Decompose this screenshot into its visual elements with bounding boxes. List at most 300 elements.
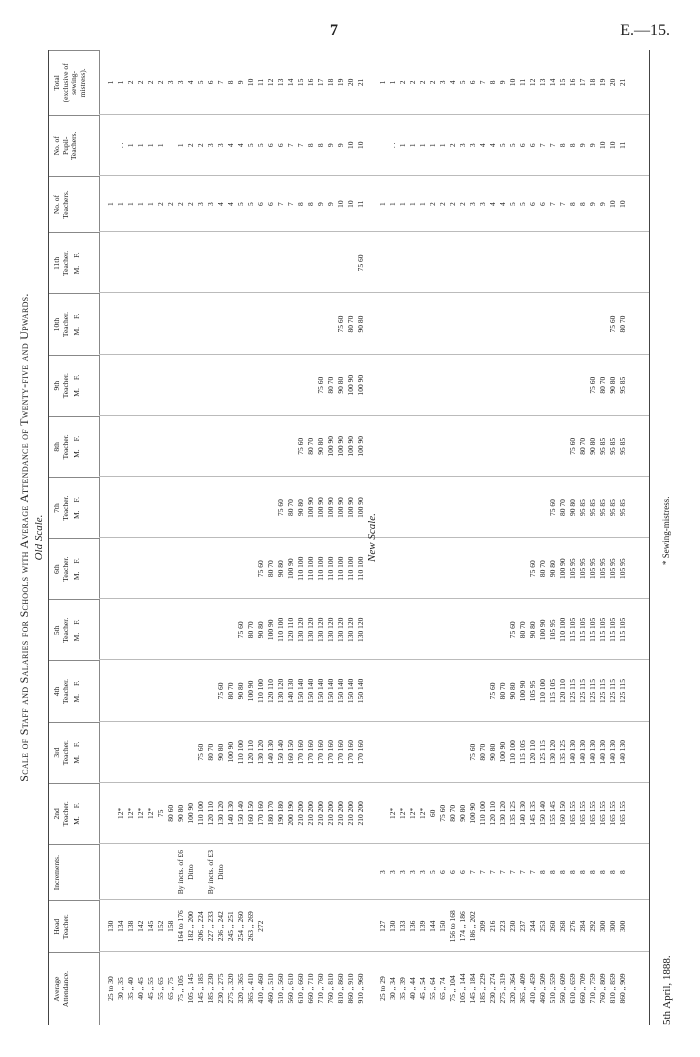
table-cell: 110 100 <box>356 556 365 581</box>
table-cell: 134 <box>116 920 125 932</box>
table-cell: 75 60 <box>438 804 447 822</box>
table-cell <box>429 660 439 721</box>
table-cell: 95 85 <box>598 499 607 516</box>
date-line: 5th April, 1888. <box>661 955 673 1025</box>
table-cell: 2 <box>458 202 467 206</box>
female-label: F. <box>72 374 82 381</box>
table-cell <box>469 660 479 721</box>
table-cell: 1 <box>398 143 407 148</box>
table-cell: 12* <box>398 807 407 819</box>
table-cell: 130 120 <box>548 739 557 765</box>
table-cell: 95 85 <box>598 437 607 455</box>
table-row <box>337 50 347 1025</box>
table-cell <box>137 355 147 416</box>
sex-subheader <box>73 497 81 519</box>
table-cell <box>419 232 429 293</box>
table-cell: 12* <box>126 807 135 819</box>
table-cell: 7 <box>558 202 567 206</box>
table-cell: 19 <box>336 78 345 87</box>
table-cell <box>287 900 297 952</box>
sex-subheader <box>73 558 81 580</box>
table-cell <box>187 538 197 599</box>
table-cell: 150 140 <box>538 801 547 826</box>
table-cell <box>529 355 539 416</box>
table-cell <box>137 722 147 783</box>
table-cell <box>117 599 127 660</box>
table-cell: 100 90 <box>498 741 507 763</box>
table-cell <box>459 599 469 660</box>
table-cell <box>147 355 157 416</box>
female-label: F. <box>72 558 82 564</box>
table-cell: 90 80 <box>236 682 245 700</box>
table-cell <box>247 293 257 354</box>
table-cell <box>287 844 297 900</box>
table-cell <box>207 538 217 599</box>
table-cell: 158 <box>166 920 175 932</box>
table-cell <box>419 599 429 660</box>
table-cell: 35 ,, 39 <box>398 977 407 1000</box>
table-cell: 100 90 <box>356 497 365 518</box>
table-cell <box>107 599 117 660</box>
table-cell: 8 <box>608 870 617 874</box>
column-header-6 <box>49 660 99 721</box>
table-cell: 110 100 <box>538 678 547 704</box>
table-cell: 20 <box>346 78 355 87</box>
table-cell <box>439 355 449 416</box>
table-cell: 140 130 <box>286 678 295 704</box>
table-cell: 80 70 <box>266 560 275 578</box>
table-cell <box>137 232 147 293</box>
table-cell: 7 <box>216 80 225 85</box>
table-cell: 5 <box>458 80 467 85</box>
table-cell: 5 <box>196 80 205 85</box>
table-cell: 105 95 <box>618 558 627 579</box>
table-cell: 80 70 <box>448 804 457 822</box>
table-cell: 3 <box>388 870 397 874</box>
table-cell: 110 100 <box>478 801 487 826</box>
table-cell: 276 <box>568 920 577 932</box>
table-cell <box>499 416 509 477</box>
table-cell: 100 90 <box>468 803 477 824</box>
table-cell: 130 120 <box>296 617 305 643</box>
table-cell: 160 150 <box>558 801 567 826</box>
table-cell <box>459 660 469 721</box>
table-cell <box>207 355 217 416</box>
male-label: M. <box>72 816 82 825</box>
table-cell <box>509 416 519 477</box>
table-cell: 110 100 <box>296 556 305 581</box>
table-cell: 125 115 <box>598 678 607 704</box>
table-cell <box>307 844 317 900</box>
table-cell: 560 ,, 610 <box>286 973 295 1004</box>
table-cell <box>549 293 559 354</box>
table-cell: 4 <box>478 143 487 148</box>
table-cell <box>347 900 357 952</box>
table-cell: 6 <box>276 143 285 148</box>
table-cell <box>419 416 429 477</box>
table-row <box>449 50 459 1025</box>
table-cell: 8 <box>306 143 315 148</box>
table-cell <box>167 293 177 354</box>
table-cell <box>197 293 207 354</box>
table-cell <box>419 293 429 354</box>
table-cell <box>117 538 127 599</box>
table-cell <box>207 477 217 538</box>
table-cell <box>449 477 459 538</box>
table-cell: 8 <box>588 870 597 874</box>
table-cell: 13 <box>538 78 547 87</box>
table-cell <box>167 599 177 660</box>
table-cell: 156 to 168 <box>448 910 457 943</box>
table-cell: 244 <box>528 920 537 932</box>
table-cell: 133 <box>398 920 407 932</box>
table-cell <box>157 293 167 354</box>
table-cell: 65 ,, 75 <box>166 977 175 1000</box>
table-cell <box>107 660 117 721</box>
table-row <box>599 50 609 1025</box>
table-cell <box>237 538 247 599</box>
table-cell <box>117 660 127 721</box>
table-cell: 4 <box>236 143 245 148</box>
table-cell <box>327 232 337 293</box>
table-cell: 3 <box>438 80 447 85</box>
table-cell <box>317 232 327 293</box>
table-cell: 4 <box>186 80 195 85</box>
table-row <box>489 50 499 1025</box>
table-cell: 10 <box>608 200 617 208</box>
table-cell: 10 <box>608 141 617 150</box>
table-cell: 145 ,, 184 <box>468 973 477 1004</box>
table-row <box>549 50 559 1025</box>
table-cell: 115 105 <box>608 617 617 642</box>
table-cell <box>337 232 347 293</box>
table-cell: 160 150 <box>286 739 295 765</box>
table-cell <box>187 416 197 477</box>
table-cell: 75 60 <box>216 682 225 700</box>
table-cell: 9 <box>588 143 597 148</box>
table-cell <box>307 293 317 354</box>
table-cell: 1 <box>388 80 397 85</box>
table-cell <box>409 355 419 416</box>
table-cell: 8 <box>578 870 587 874</box>
table-cell: 410 ,, 459 <box>528 973 537 1004</box>
table-cell <box>539 293 549 354</box>
table-cell <box>389 477 399 538</box>
table-cell <box>399 660 409 721</box>
table-cell <box>389 722 399 783</box>
table-row <box>539 50 549 1025</box>
table-cell <box>197 477 207 538</box>
table-cell: 125 115 <box>588 678 597 704</box>
table-cell: 12 <box>266 78 275 87</box>
table-cell <box>287 293 297 354</box>
table-cell: 1 <box>106 202 115 206</box>
table-cell: 2 <box>146 80 155 85</box>
table-cell: 150 140 <box>326 678 335 704</box>
table-cell: . . <box>388 142 397 149</box>
table-cell <box>127 416 137 477</box>
table-cell <box>187 355 197 416</box>
table-cell: 1 <box>418 143 427 148</box>
table-cell: 1 <box>116 202 125 206</box>
table-cell: 170 160 <box>296 739 305 765</box>
table-cell: 1 <box>438 143 447 148</box>
column-header-label: No. of Teachers. <box>52 190 70 219</box>
table-cell: 139 <box>418 920 427 932</box>
table-cell: 140 130 <box>608 739 617 765</box>
column-header-9 <box>49 477 99 538</box>
table-row <box>187 50 197 1025</box>
table-row <box>459 50 469 1025</box>
table-cell <box>127 599 137 660</box>
table-cell: 2 <box>176 202 185 206</box>
table-cell: 110 100 <box>336 556 345 581</box>
table-cell <box>539 232 549 293</box>
table-cell <box>449 232 459 293</box>
table-cell <box>147 722 157 783</box>
table-cell: 3 <box>216 143 225 148</box>
table-cell: 2 <box>156 202 165 206</box>
table-cell <box>489 538 499 599</box>
table-cell: 8 <box>568 202 577 206</box>
table-cell: 4 <box>448 80 457 85</box>
table-cell: 260 <box>548 920 557 932</box>
table-cell: 90 80 <box>488 743 497 761</box>
table-cell <box>187 232 197 293</box>
table-cell: 95 85 <box>618 437 627 455</box>
table-cell <box>409 477 419 538</box>
table-cell: 3 <box>468 202 477 206</box>
table-cell: 120 110 <box>206 801 215 826</box>
table-cell: 3 <box>398 870 407 874</box>
table-cell <box>549 355 559 416</box>
table-cell <box>127 477 137 538</box>
table-cell <box>227 293 237 354</box>
table-cell <box>429 416 439 477</box>
table-cell: 120 110 <box>266 678 275 704</box>
table-cell: 105 ,, 145 <box>186 973 195 1004</box>
table-cell: 510 ,, 560 <box>276 973 285 1004</box>
column-header-label: Increments. <box>52 855 61 891</box>
table-cell <box>317 844 327 900</box>
table-cell <box>267 844 277 900</box>
table-cell <box>217 477 227 538</box>
table-cell <box>257 293 267 354</box>
table-cell <box>147 660 157 721</box>
table-cell <box>409 538 419 599</box>
table-cell <box>267 232 277 293</box>
table-cell: 115 105 <box>578 617 587 642</box>
table-cell: 100 90 <box>346 497 355 518</box>
table-cell: 12* <box>408 807 417 819</box>
table-cell: 120 110 <box>286 617 295 642</box>
table-cell: 182 ,, 200 <box>186 911 195 942</box>
table-cell <box>379 538 389 599</box>
table-cell: 95 85 <box>578 499 587 516</box>
table-cell: 35 ,, 40 <box>126 977 135 1000</box>
table-cell: 90 80 <box>356 315 365 333</box>
table-cell: 268 <box>558 920 567 932</box>
table-cell: 120 110 <box>528 740 537 765</box>
table-cell <box>217 232 227 293</box>
table-cell <box>449 538 459 599</box>
table-cell: 100 90 <box>326 497 335 518</box>
table-row <box>519 50 529 1025</box>
table-cell: 10 <box>598 141 607 150</box>
table-cell: 145 135 <box>528 801 537 826</box>
table-cell: 8 <box>316 143 325 148</box>
table-cell: 1 <box>378 80 387 85</box>
footnote: * Sewing-mistress. <box>661 496 671 565</box>
table-row <box>257 50 267 1025</box>
table-cell: 105 95 <box>588 558 597 579</box>
table-cell <box>107 416 117 477</box>
page-header <box>0 22 700 42</box>
table-cell: 75 60 <box>528 560 537 578</box>
table-cell <box>277 416 287 477</box>
table-cell: 75 ,, 105 <box>176 975 185 1002</box>
table-cell: 2 <box>398 80 407 85</box>
table-cell <box>217 355 227 416</box>
table-cell <box>439 293 449 354</box>
table-cell <box>277 355 287 416</box>
table-cell <box>529 293 539 354</box>
table-cell: 45 ,, 54 <box>418 977 427 1000</box>
table-cell <box>399 232 409 293</box>
table-cell <box>117 722 127 783</box>
table-cell <box>197 232 207 293</box>
table-cell: 100 90 <box>246 680 255 702</box>
table-cell: 75 60 <box>196 743 205 761</box>
table-cell: 9 <box>336 143 345 148</box>
table-cell <box>257 232 267 293</box>
table-cell <box>489 293 499 354</box>
table-cell <box>257 477 267 538</box>
female-label: F. <box>72 435 82 442</box>
column-header-15 <box>49 115 99 176</box>
table-cell: 1 <box>408 143 417 148</box>
table-cell <box>107 844 117 900</box>
female-label: F. <box>72 741 82 748</box>
sex-subheader <box>73 375 81 397</box>
table-cell: 14 <box>286 78 295 87</box>
table-cell: 206 ,, 224 <box>196 911 205 942</box>
table-cell: 300 <box>608 920 617 932</box>
column-header-label: Total (exclusive of sewing- mistress). <box>52 63 87 103</box>
table-cell: 8 <box>578 202 587 206</box>
table-cell: 300 <box>598 920 607 932</box>
table-cell: 115 105 <box>568 617 577 642</box>
table-cell <box>277 293 287 354</box>
table-cell <box>247 232 257 293</box>
table-cell <box>317 293 327 354</box>
table-cell <box>157 355 167 416</box>
table-cell: 165 155 <box>568 801 577 826</box>
table-cell: 12* <box>388 807 397 819</box>
table-cell <box>117 844 127 900</box>
table-cell: 209 <box>478 920 487 932</box>
table-cell: 186 ,, 202 <box>468 911 477 942</box>
table-cell: Ditto <box>216 864 225 880</box>
table-cell: 140 130 <box>618 739 627 765</box>
table-cell <box>207 232 217 293</box>
table-cell <box>569 293 579 354</box>
table-cell <box>379 355 389 416</box>
male-label: M. <box>72 327 82 336</box>
table-cell <box>127 844 137 900</box>
table-cell <box>177 538 187 599</box>
table-cell: 9 <box>498 80 507 85</box>
table-cell <box>217 416 227 477</box>
table-cell <box>389 416 399 477</box>
table-cell: 19 <box>598 78 607 87</box>
table-cell: 1 <box>156 143 165 148</box>
table-cell: 130 120 <box>276 678 285 704</box>
table-cell <box>449 355 459 416</box>
table-cell: 210 200 <box>296 801 305 826</box>
table-cell <box>579 293 589 354</box>
table-cell <box>569 232 579 293</box>
table-cell: 12* <box>116 807 125 819</box>
table-cell <box>307 900 317 952</box>
table-cell: 5 <box>246 202 255 206</box>
male-label: M. <box>72 388 82 397</box>
table-cell <box>389 293 399 354</box>
table-cell <box>307 232 317 293</box>
table-cell <box>429 355 439 416</box>
table-cell <box>539 416 549 477</box>
table-cell: 7 <box>468 870 477 874</box>
table-cell <box>379 293 389 354</box>
table-cell: 1 <box>106 80 115 85</box>
column-header-3 <box>49 844 99 900</box>
table-cell: 210 200 <box>326 801 335 826</box>
table-cell <box>429 599 439 660</box>
table-cell: 125 115 <box>568 678 577 704</box>
table-cell: 100 90 <box>346 436 355 457</box>
table-cell: 90 80 <box>608 376 617 394</box>
column-header-8 <box>49 538 99 599</box>
table-cell: 365 ,, 409 <box>518 973 527 1004</box>
table-cell <box>207 599 217 660</box>
table-cell: 6 <box>468 80 477 85</box>
table-cell: 90 80 <box>316 437 325 455</box>
table-cell: 810 ,, 859 <box>608 973 617 1004</box>
table-cell: 125 115 <box>578 678 587 704</box>
table-cell: 80 70 <box>246 621 255 639</box>
table-cell: 110 100 <box>276 617 285 642</box>
table-row <box>579 50 589 1025</box>
table-cell <box>399 477 409 538</box>
table-cell <box>379 722 389 783</box>
table-cell <box>327 844 337 900</box>
table-cell: 100 90 <box>518 680 527 702</box>
table-cell <box>237 232 247 293</box>
table-cell: 130 120 <box>316 617 325 643</box>
table-row <box>117 50 127 1025</box>
table-cell: 100 90 <box>186 803 195 824</box>
table-row <box>399 50 409 1025</box>
table-cell <box>409 232 419 293</box>
table-cell: 11 <box>356 200 365 208</box>
table-cell: 1 <box>116 80 125 85</box>
table-cell: 90 80 <box>528 621 537 639</box>
column-header-label: 11th Teacher. <box>52 250 70 276</box>
table-cell: 130 120 <box>498 801 507 826</box>
table-cell <box>389 232 399 293</box>
table-cell: 170 160 <box>316 739 325 765</box>
table-cell <box>177 660 187 721</box>
